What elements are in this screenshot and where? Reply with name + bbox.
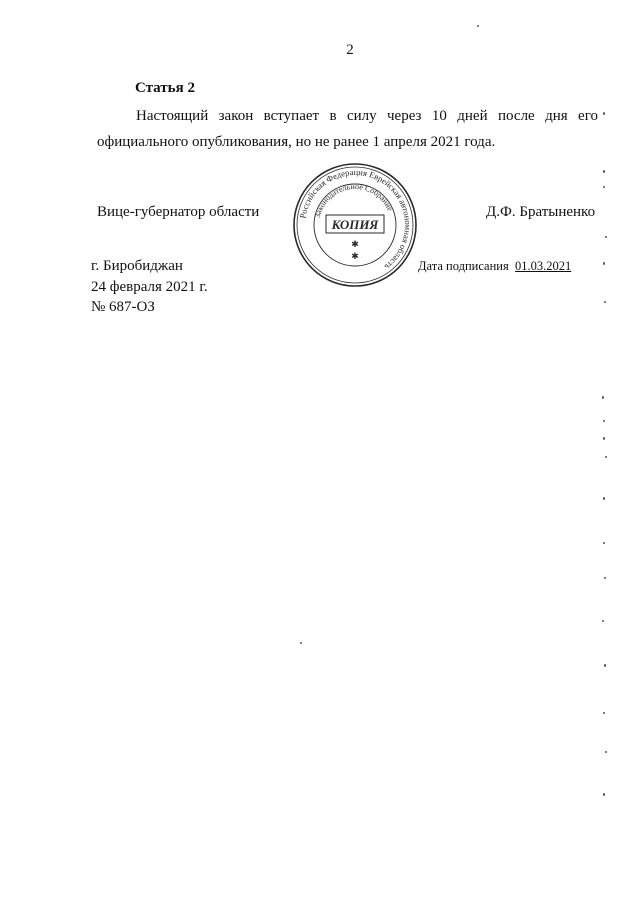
scan-speck [603,437,605,440]
svg-text:Законодательное Собрание [313,182,395,219]
article-text-line-1: Настоящий закон вступает в силу через 10 дней после дня его [136,108,598,124]
law-number: № 687-ОЗ [91,299,155,315]
scan-speck [603,542,605,544]
scan-speck [603,420,605,422]
scan-speck [604,664,606,667]
scan-speck [603,793,605,796]
seal-graphic [290,160,420,290]
scan-speck [603,186,605,188]
scan-speck [604,301,606,303]
article-text-line-2: официального опубликования, но не ранее 1 апреля 2021 года. [97,134,496,150]
seal-outer-text: Российская Федерация Еврейская автономная область [297,166,414,273]
seal-star-icon-2: ✱ [351,251,359,261]
scan-speck [603,262,605,265]
scan-speck [477,25,479,27]
scan-speck [605,751,607,753]
scan-speck [602,396,604,399]
scan-speck [300,642,302,644]
seal-inner-text: Законодательное Собрание [312,181,395,219]
scan-speck [603,712,605,714]
seal-star-icon-1: ✱ [351,239,359,249]
place-of-signing: г. Биробиджан [91,258,183,274]
page-number: 2 [346,42,354,58]
scan-speck [604,577,606,579]
scan-speck [605,236,607,238]
scan-speck [603,112,605,115]
official-seal [290,160,420,290]
scan-speck [603,170,605,173]
signing-date-label: Дата подписания [418,259,509,273]
scan-speck [603,497,605,500]
scan-speck [602,620,604,622]
signing-date-value: 01.03.2021 [515,259,572,273]
seal-center-text: КОПИЯ [331,217,379,232]
signer-title: Вице-губернатор области [97,204,260,220]
scan-speck [605,456,607,458]
article-heading: Статья 2 [135,80,195,96]
signing-date [418,259,571,274]
signer-name: Д.Ф. Братыненко [486,204,596,220]
adoption-date: 24 февраля 2021 г. [91,279,208,295]
